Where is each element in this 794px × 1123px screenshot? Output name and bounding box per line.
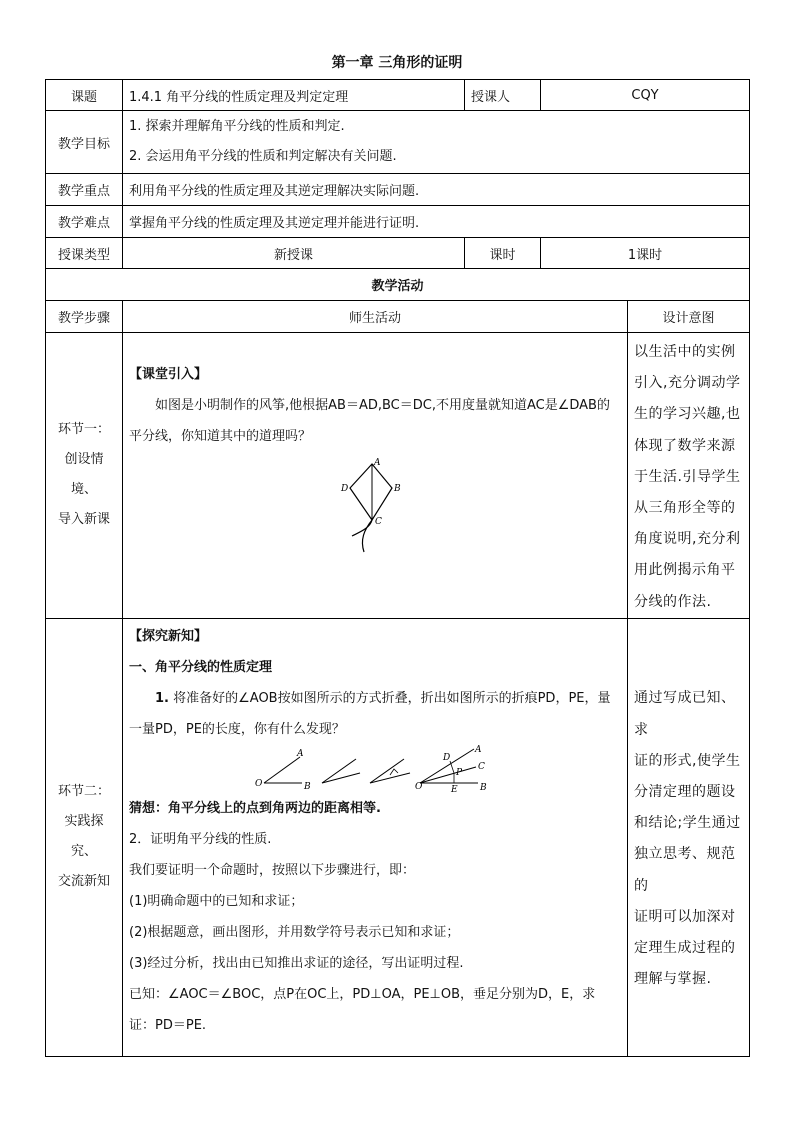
goals-label: 教学目标 [46, 111, 123, 174]
fold-figure [129, 745, 621, 793]
type-label: 授课类型 [46, 238, 123, 269]
row-activity-title [46, 269, 750, 301]
fig-c2: C [478, 761, 485, 772]
q2-text: 2．证明角平分线的性质. [129, 831, 272, 847]
fig-a2: A [475, 744, 482, 755]
row-goals [46, 111, 750, 174]
label-c: C [375, 517, 382, 527]
teacher-value: CQY [541, 80, 750, 111]
design-line: 分清定理的题设 [634, 783, 736, 800]
design-line: 角度说明,充分利 [634, 531, 741, 548]
page-title: 第一章 三角形的证明 [331, 55, 463, 71]
difficulty-label: 教学难点 [46, 206, 123, 238]
design-line: 以生活中的实例 [634, 344, 736, 360]
proof-step: (2)根据题意，画出图形，并用数学符号表示已知和求证； [129, 924, 460, 940]
step2-heading: 【探究新知】 [129, 628, 208, 644]
teacher-label: 授课人 [465, 80, 541, 111]
step2-subheading: 一、角平分线的性质定理 [129, 659, 273, 675]
step2-design [628, 618, 750, 1056]
guess-text: 猜想：角平分线上的点到角两边的距离相等. [129, 800, 381, 816]
key-label: 教学重点 [46, 174, 123, 206]
design-line: 体现了数学来源 [634, 437, 736, 454]
step1-name-line: 环节一： [57, 422, 110, 438]
type-value: 新授课 [123, 238, 465, 269]
label-b: B [394, 484, 401, 494]
step1-design [628, 333, 750, 619]
design-line: 和结论;学生通过 [634, 815, 741, 832]
design-line: 证明可以加深对 [634, 908, 736, 925]
steps-intro: 我们要证明一个命题时，按照以下步骤进行，即： [129, 862, 416, 878]
label-a: A [374, 458, 381, 468]
topic-value: 1.4.1 角平分线的性质定理及判定定理 [123, 80, 465, 111]
goal-2: 2. 会运用角平分线的性质和判定解决有关问题. [129, 149, 397, 164]
known-text: 已知：∠AOC＝∠BOC，点P在OC上，PD⊥OA，PE⊥OB，垂足分别为D，E，求证：PD＝PE. [129, 986, 596, 1033]
step2-name-line: 实践探究、 [64, 814, 104, 860]
kite-diagram [330, 458, 420, 554]
step1-name [46, 333, 123, 619]
q1-number: 1. [155, 690, 169, 706]
step2-name-line: 交流新知 [57, 874, 110, 890]
kite-figure [129, 458, 621, 558]
design-line: 引入,充分调动学 [634, 375, 741, 392]
design-line: 独立思考、规范的 [634, 846, 736, 894]
lesson-plan-table [45, 79, 750, 1057]
design-line: 定理生成过程的 [634, 939, 736, 956]
design-line: 于生活.引导学生 [634, 468, 741, 485]
hours-value: 1课时 [541, 238, 750, 269]
fig-p2: P [456, 767, 463, 778]
fig-a: A [297, 748, 304, 759]
hours-label: 课时 [465, 238, 541, 269]
fig-d2: D [443, 752, 451, 763]
col-steps: 教学步骤 [46, 301, 123, 333]
activity-title: 教学活动 [46, 269, 750, 301]
step2-name [46, 618, 123, 1056]
design-line: 从三角形全等的 [634, 500, 736, 517]
design-line: 证的形式,使学生 [634, 752, 741, 769]
step1-heading: 【课堂引入】 [129, 367, 208, 382]
topic-label: 课题 [46, 80, 123, 111]
design-line: 理解与掌握. [634, 971, 712, 988]
proof-step: (3)经过分析，找出由已知推出求证的途径，写出证明过程. [129, 955, 464, 971]
row-step1 [46, 333, 750, 619]
row-key [46, 174, 750, 206]
design-line: 分线的作法. [634, 593, 712, 610]
row-step2 [46, 618, 750, 1056]
step2-name-line: 环节二： [57, 784, 110, 800]
step1-name-line: 导入新课 [57, 512, 110, 528]
q1-text: 将准备好的∠AOB按如图所示的方式折叠，折出如图所示的折痕PD，PE，量一量PD，PE的长度，你有什么发现？ [129, 690, 611, 737]
row-difficulty [46, 206, 750, 238]
design-line: 用此例揭示角平 [634, 562, 736, 579]
difficulty-value: 掌握角平分线的性质定理及其逆定理并能进行证明. [123, 206, 750, 238]
label-d: D [341, 484, 349, 494]
step1-name-line: 创设情境、 [64, 452, 104, 498]
col-activity: 师生活动 [123, 301, 628, 333]
step2-activity [123, 618, 628, 1056]
angle-fold-diagram [250, 745, 500, 793]
fig-e2: E [451, 784, 458, 793]
fig-o2: O [415, 781, 423, 792]
col-design: 设计意图 [628, 301, 750, 333]
fig-b: B [304, 781, 311, 792]
step2-q1 [129, 683, 621, 745]
row-columns [46, 301, 750, 333]
proof-step: (1)明确命题中的已知和求证； [129, 893, 304, 909]
fig-o: O [255, 778, 263, 789]
design-line: 通过写成已知、求 [634, 690, 736, 738]
goal-1: 1. 探索并理解角平分线的性质和判定. [129, 119, 345, 134]
fig-b2: B [480, 782, 487, 793]
row-topic [46, 80, 750, 111]
step1-text: 如图是小明制作的风筝,他根据AB＝AD,BC＝DC,不用度量就知道AC是∠DAB的平分线，你知道其中的道理吗？ [129, 398, 610, 444]
design-line: 生的学习兴趣,也 [634, 406, 741, 423]
row-type [46, 238, 750, 269]
key-value: 利用角平分线的性质定理及其逆定理解决实际问题. [123, 174, 750, 206]
goals-cell [123, 111, 750, 174]
step1-activity [123, 333, 628, 619]
